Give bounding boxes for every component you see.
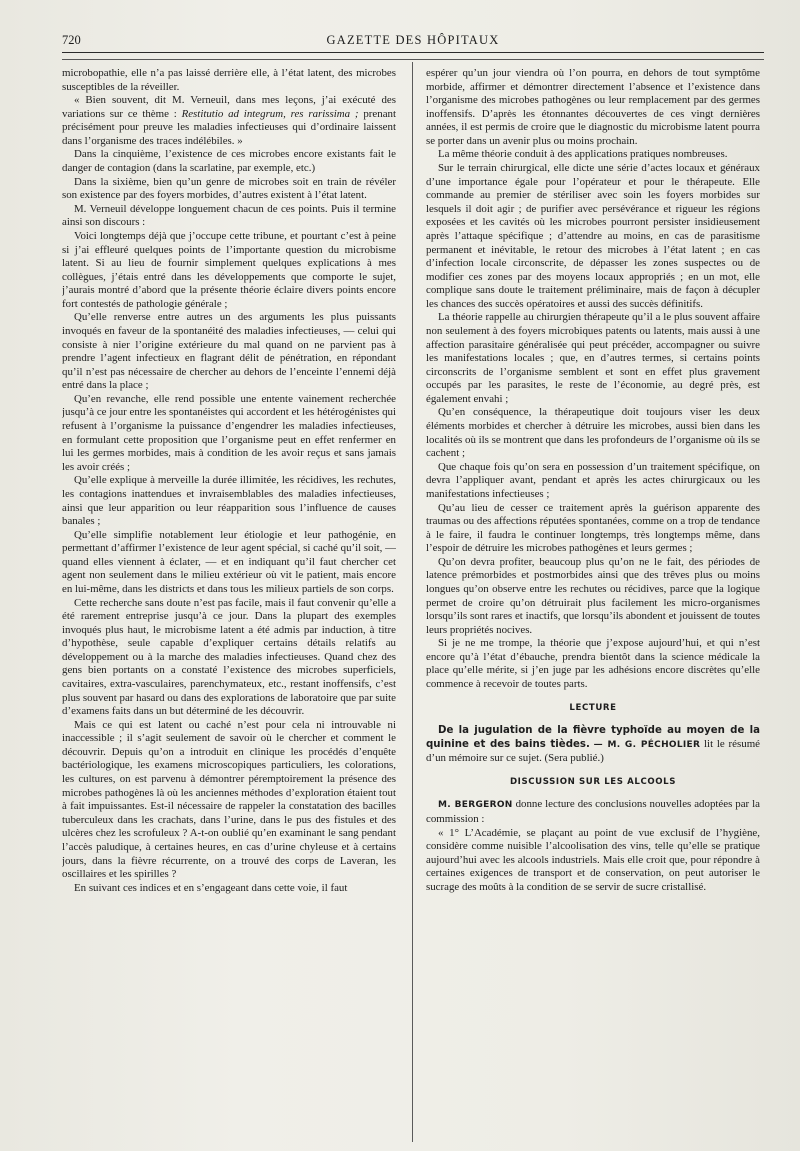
paragraph: Sur le terrain chirurgical, elle dicte une série d’actes locaux et généraux d’une importance égale pour l’opérateur et pour le thérapeute. Elle commande au premier de stériliser avec soin les foyers morbides sur lesquels il doit agir ; de purifier avec persévérance et rigueur les régions exposées et les cavités où les microbes pourront persister insidieusement après l’attaque spécifique ; d’attendre au moins, en cas de parasitisme permanent et inévitable, le retour des microbes à l’état latent ; en cas d’infection locale circonscrite, de dépasser les zones suspectes ou de modifier ces zones par des moyens locaux appropriés ; en un mot, elle complique sans doute le traitement préliminaire, mais de façon à décupler les chances des succès opératoires et aussi des succès définitifs.	[426, 162, 760, 310]
lecture-author: — M. G. PÉCHOLIER	[593, 739, 701, 750]
header-rule-top	[62, 52, 764, 53]
paragraph: Que chaque fois qu’on sera en possession d’un traitement spécifique, on devra l’appliquer avant, pendant et après les actes chirurgicaux ou les manifestations infectieuses ;	[426, 460, 760, 500]
lecture-text: lit le résumé d’un mémoire sur ce sujet. (Sera publié.)	[426, 737, 760, 765]
page-header	[62, 30, 764, 52]
paragraph: Dans la sixième, bien qu’un genre de microbes soit en train de révéler son existence par des foyers morbides, d’autres existent à l’état latent.	[62, 175, 396, 202]
discussion-paragraph	[426, 798, 760, 826]
paragraph: La même théorie conduit à des applications pratiques nombreuses.	[438, 148, 728, 161]
page-number: 720	[62, 33, 81, 47]
paragraph: Qu’elle simplifie notablement leur étiologie et leur pathogénie, en permettant d’affirmer l’existence de leur agent spécial, si caché qu’il soit, — quand elles viennent à éclater, — et en indiquant qu’il faut chercher cet agent non seulement dans le milieu extérieur où vit le patient, mais encore en lui-même, dans les districts et dans tous les milieux partiels de son corps.	[62, 528, 396, 595]
left-column	[62, 67, 396, 1142]
discussion-text: donne lecture des conclusions nouvelles adoptées par la commission :	[426, 798, 760, 826]
paragraph	[62, 94, 396, 148]
paragraph: M. Verneuil développe longuement chacun de ces points. Puis il termine ainsi son discours :	[62, 202, 396, 229]
paragraph: Dans la cinquième, l’existence de ces microbes encore existants fait le danger de contagion (dans la scarlatine, par exemple, etc.)	[62, 148, 396, 175]
paragraph: Mais ce qui est latent ou caché n’est pour cela ni introuvable ni inaccessible ; il s’agit seulement de savoir où le chercher et comment le découvrir. Depuis qu’on a introduit en clinique les procédés d’enquête bactériologique, les examens microscopiques particuliers, les colorations, les cultures, on est parvenu à démontrer péremptoirement la présence des microbes pathogènes là où les anciennes méthodes d’exploration étaient tout à fait impuissantes. Est-il nécessaire de rappeler la constatation des bacilles tuberculeux dans les crachats, dans l’urine, dans le pus des fistules et des ulcères chez les scrofuleux ? A-t-on oublié qu’en examinant le sang pendant l’accès paludique, à certaines heures, en cas d’urine chyleuse et à certains jours, dans la fièvre récurrente, on a trouvé des corps de Laveran, les oscillaires et les spirilles ?	[62, 718, 396, 881]
paragraph: Si je ne me trompe, la théorie que j’expose aujourd’hui, et qui n’est encore qu’à l’état d’ébauche, prendra bientôt dans la science médicale la place qu’elle mérite, si j’en juge par les adhésions encore discrètes qu’elle commence à recevoir de toutes parts.	[426, 637, 760, 691]
right-column	[426, 67, 760, 1142]
paragraph: espérer qu’un jour viendra où l’on pourra, en dehors de tout symptôme morbide, affirmer et démontrer directement l’absence et l’existence dans l’organisme des microbes pathogènes ou leur remplacement par des germes inoffensifs. D’après les étonnantes découvertes de ces vingt dernières années, il est permis de croire que le diagnostic du microbisme latent pourra se porter dans un avenir plus ou moins prochain.	[426, 67, 760, 147]
publication-title: GAZETTE DES HÔPITAUX	[326, 33, 500, 47]
paragraph-text: prenant précisément pour preuve les maladies infectieuses qui d’ordinaire laissent dans l’organisme des traces indélébiles. »	[62, 107, 396, 147]
header-rule-bottom	[62, 59, 764, 60]
paragraph: Qu’elle renverse entre autres un des arguments les plus puissants invoqués en faveur de la spontanéité des maladies infectieuses, — celui qui consiste à nier l’origine extérieure du mal quand on ne parvient pas à prendre l’agent infectieux en flagrant délit de pénétration, en répondant qu’il n’est pas nécessaire de chercher au dehors de l’enceinte l’ennemi déjà entré dans la place ;	[62, 311, 396, 392]
paragraph: En suivant ces indices et en s’engageant dans cette voie, il faut	[74, 881, 348, 894]
lecture-title: De la jugulation de la fièvre typhoïde au moyen de la quinine et des bains tièdes.	[426, 725, 760, 750]
paragraph: microbopathie, elle n’a pas laissé derrière elle, à l’état latent, des microbes susceptibles de la réveiller.	[62, 67, 396, 93]
paragraph-text: « Bien souvent, dit M. Verneuil, dans mes leçons, j’ai exécuté des variations sur ce thème :	[62, 94, 396, 120]
discussion-quote: « 1° L’Académie, se plaçant au point de vue exclusif de l’hygiène, considère comme nuisible l’alcoolisation des vins, telle qu’elle se pratique aujourd’hui avec les alcools industriels. Mais elle croit que, pour répondre à certaines exigences de transport et de conservation, on peut autoriser le sucrage des moûts à la condition de se servir de sucre cristallisé.	[426, 826, 760, 893]
section-heading-lecture: LECTURE	[569, 702, 617, 713]
paragraph: Qu’on devra profiter, beaucoup plus qu’on ne le fait, des périodes de latence prémorbides et postmorbides ainsi que des trêves plus ou moins longues qu’on observe entre les rechutes ou récidives, parce que la logique permet de croire qu’on détruirait plus facilement les micro-organismes lorsqu’ils sont rares et inactifs, que lorsqu’ils abondent et jouissent de toutes leurs propriétés nocives.	[426, 555, 760, 636]
paragraph: La théorie rappelle au chirurgien thérapeute qu’il a le plus souvent affaire non seulement à des foyers microbiques patents ou latents, mais aussi à une affection parasitaire généralisée qui peut précéder, accompagner ou suivre les manifestations locales ; que, en d’autres termes, si certains points circonscrits de l’organisme semblent et sont en effet plus gravement occupés par les parasites, le reste de l’économie, au degré près, est également envahi ;	[426, 311, 760, 405]
paragraph: Qu’elle explique à merveille la durée illimitée, les récidives, les rechutes, les contagions inattendues et invraisemblables des maladies infectieuses, ainsi que leur apparition ou leur réapparition sous l’influence de causes banales ;	[62, 474, 396, 528]
paragraph: Qu’en revanche, elle rend possible une entente vainement recherchée jusqu’à ce jour entre les spontanéistes qui accordent et les hétérogénistes qui refusent à l’organisme la puissance d’engendrer les maladies infectieuses, en formulant cette proposition que l’organisme peut en effet renfermer en lui les germes morbides, mais à condition de les avoir reçus et sans jamais les avoir créés ;	[62, 392, 396, 473]
paragraph: Cette recherche sans doute n’est pas facile, mais il faut convenir qu’elle a été rarement entreprise jusqu’à ce jour. Dans la plupart des exemples invoqués plus haut, le microbisme latent a été admis par induction, à titre d’hypothèse, seule capable d’expliquer certains détails relatifs au développement ou à la marche des maladies infectieuses. Quand chez des gens bien portants on a constaté l’existence des microbes superficiels, cavitaires, extra-vasculaires, parenchymateux, etc., restant inoffensifs, c’est plus souvent par hasard ou dans des explorations de laboratoire que par suite d’examens faits dans un but déterminé de les découvrir.	[62, 596, 396, 718]
latin-quote: Restitutio ad integrum, res rarissima ;	[181, 107, 359, 120]
paragraph: Qu’en conséquence, la thérapeutique doit toujours viser les deux éléments morbides et chercher à détruire les microbes, aussi bien dans les localités où ils se montrent que dans les profondeurs de l’organisme où ils se cachent ;	[426, 406, 760, 460]
paragraph: Qu’au lieu de cesser ce traitement après la guérison apparente des traumas ou des affections réputées spontanées, comme on a trop de tendance à le faire, il faudra le continuer longtemps, très longtemps même, dans l’espoir de détruire les microbes pathogènes et leurs germes ;	[426, 501, 760, 555]
speaker-name: M. BERGERON	[438, 800, 513, 811]
section-heading-discussion: DISCUSSION SUR LES ALCOOLS	[509, 776, 677, 787]
paragraph: Voici longtemps déjà que j’occupe cette tribune, et pourtant c’est à peine si j’ai effleuré quelques points de l’importante question du microbisme latent. Si au lieu de fournir simplement quelques explications à mes collègues, j’étais entré dans les développements que comporte le sujet, j’aurais montré d’abord que la présente théorie éclaire divers points encore fort contestés de pathologie générale ;	[62, 229, 396, 310]
column-divider	[412, 62, 413, 1142]
lecture-paragraph	[426, 724, 760, 766]
